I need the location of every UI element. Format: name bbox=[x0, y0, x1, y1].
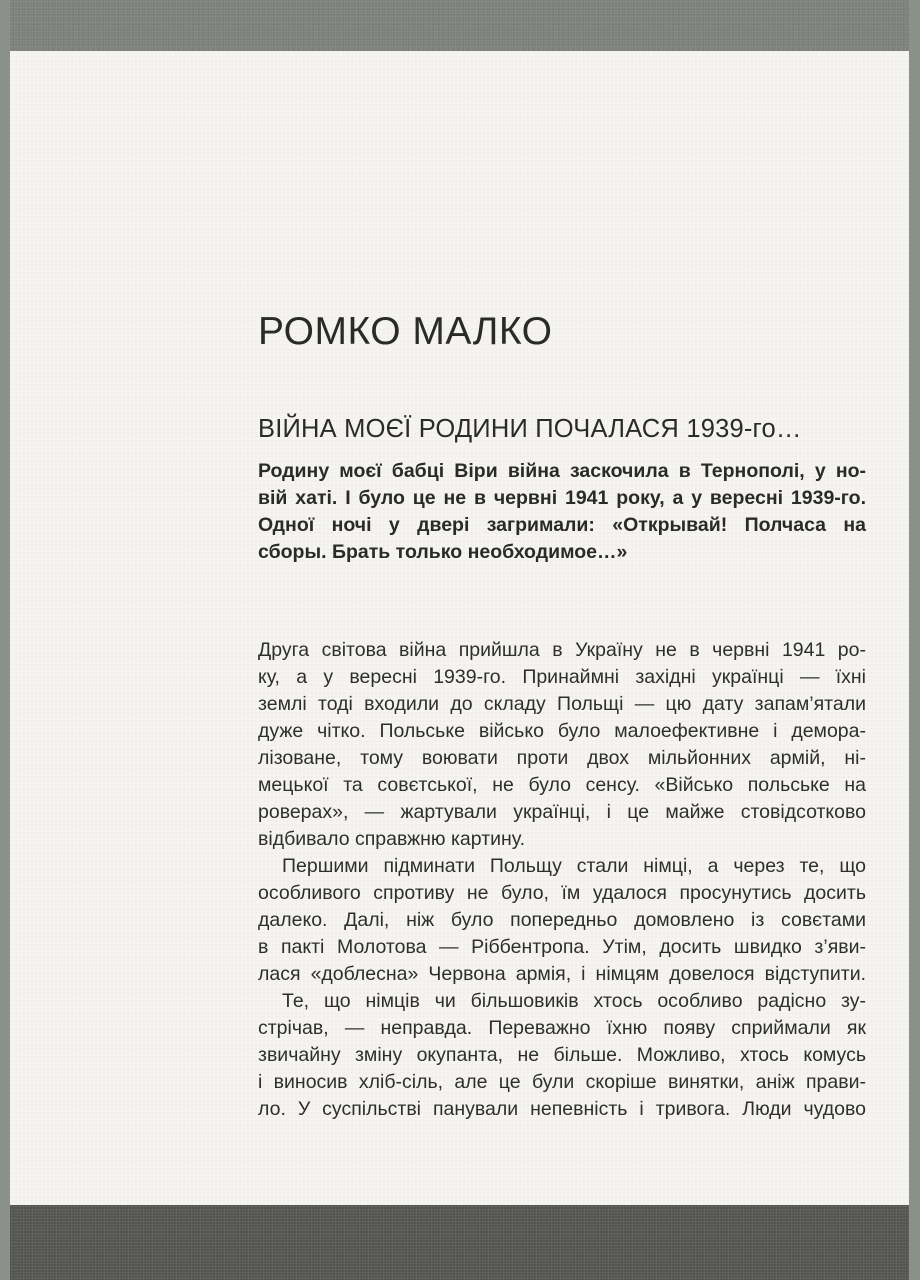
scan-bottom-margin bbox=[10, 1205, 909, 1280]
text-line: лася «доблесна» Червона армія, і німцям довелося відступити. bbox=[258, 963, 866, 985]
text-line: ло. У суспільстві панували непевність і тривога. Люди чудово bbox=[258, 1098, 866, 1120]
lead-paragraph bbox=[258, 458, 866, 566]
text-line: землі тоді входили до складу Польщі — цю дату запам’ятали bbox=[258, 693, 866, 715]
lead-line: сборы. Брать только необходимое…» bbox=[258, 541, 628, 563]
text-line: стрічав, — неправда. Переважно їхню появу сприймали як bbox=[258, 1017, 866, 1039]
scan-top-margin bbox=[10, 0, 909, 51]
text-line: відбивало справжню картину. bbox=[258, 828, 526, 850]
text-line: дуже чітко. Польське військо було малоефективне і демора- bbox=[258, 720, 866, 742]
text-line: особливого спротиву не було, їм удалося просунутись досить bbox=[258, 882, 866, 904]
lead-line: Родину моєї бабці Віри війна заскочила в Тернополі, у но- bbox=[258, 460, 866, 482]
text-line: і виносив хліб-сіль, але це були скоріше винятки, аніж прави- bbox=[258, 1071, 866, 1093]
lead-line: Одної ночі у двері загримали: «Открывай! Полчаса на bbox=[258, 514, 866, 536]
chapter-author-title: РОМКО МАЛКО bbox=[258, 310, 553, 353]
text-line: Те, що німців чи більшовиків хтось особливо радісно зу- bbox=[282, 990, 866, 1012]
text-line: Першими підминати Польщу стали німці, а через те, що bbox=[282, 855, 866, 877]
lead-line: вій хаті. І було це не в червні 1941 року, а у вересні 1939-го. bbox=[258, 487, 866, 509]
text-line: мецької та совєтської, не було сенсу. «Військо польське на bbox=[258, 774, 866, 796]
text-line: лізоване, тому воювати проти двох мільйонних армій, ні- bbox=[258, 747, 866, 769]
text-line: ку, а у вересні 1939-го. Принаймні західні українці — їхні bbox=[258, 666, 866, 688]
text-line: в пакті Молотова — Ріббентропа. Утім, досить швидко з’яви- bbox=[258, 936, 866, 958]
text-line: роверах», — жартували українці, і це майже стовідсотково bbox=[258, 801, 866, 823]
body-text bbox=[258, 637, 866, 1123]
body-paragraph-3 bbox=[258, 988, 866, 1123]
chapter-subtitle: ВІЙНА МОЄЇ РОДИНИ ПОЧАЛАСЯ 1939-го… bbox=[258, 415, 802, 443]
text-line: далеко. Далі, ніж було попередньо домовлено із совєтами bbox=[258, 909, 866, 931]
text-line: Друга світова війна прийшла в Україну не в червні 1941 ро- bbox=[258, 639, 866, 661]
book-page bbox=[10, 51, 909, 1205]
text-line: звичайну зміну окупанта, не більше. Можливо, хтось комусь bbox=[258, 1044, 866, 1066]
body-paragraph-1 bbox=[258, 637, 866, 853]
body-paragraph-2 bbox=[258, 853, 866, 988]
